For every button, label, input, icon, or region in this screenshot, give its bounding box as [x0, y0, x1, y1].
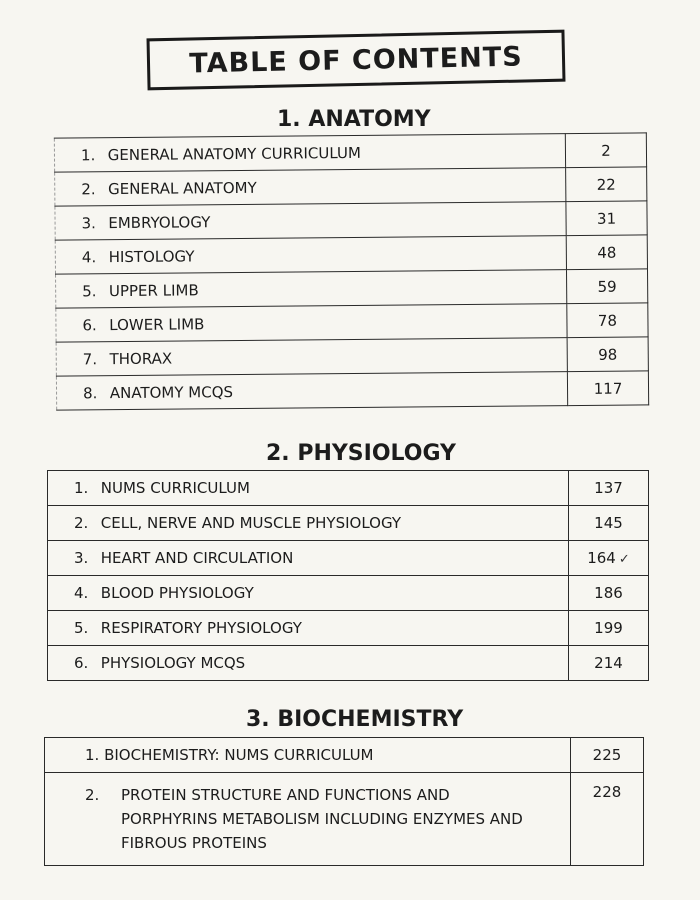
item-label: THORAX	[109, 349, 173, 368]
toc-table-physiology	[47, 470, 649, 681]
section-heading-anatomy: 1. ANATOMY	[277, 107, 431, 132]
item-label: GENERAL ANATOMY CURRICULUM	[107, 143, 361, 164]
item-number: 3.	[74, 549, 89, 567]
item-number: 3.	[81, 213, 96, 232]
toc-table-anatomy	[54, 132, 649, 410]
item-label-line: PORPHYRINS METABOLISM INCLUDING ENZYMES AND	[121, 810, 523, 828]
page-number: 78	[567, 303, 648, 338]
item-number: 5.	[74, 619, 89, 637]
item-number: 2.	[85, 786, 100, 804]
item-label: HEART AND CIRCULATION	[100, 549, 294, 567]
table-row	[48, 506, 649, 541]
page-number	[569, 541, 649, 576]
item-label: RESPIRATORY PHYSIOLOGY	[100, 619, 302, 637]
section-heading-biochemistry: 3. BIOCHEMISTRY	[246, 707, 464, 732]
item-number: 6.	[82, 315, 97, 334]
page-number: 22	[566, 167, 647, 202]
item-label: BLOOD PHYSIOLOGY	[100, 584, 254, 602]
table-row	[56, 269, 648, 308]
item-label: LOWER LIMB	[109, 314, 205, 334]
item-label	[121, 783, 523, 855]
page-number: 145	[569, 506, 649, 541]
table-row	[45, 738, 644, 773]
page-number: 59	[566, 269, 647, 304]
item-label: NUMS CURRICULUM	[100, 479, 250, 497]
item-label: EMBRYOLOGY	[108, 212, 211, 232]
page-number: 31	[566, 201, 647, 236]
title-box	[147, 30, 566, 91]
toc-table-biochemistry	[44, 737, 644, 866]
table-row	[48, 576, 649, 611]
table-row	[48, 471, 649, 506]
item-number: 1.	[85, 746, 100, 764]
item-label: GENERAL ANATOMY	[107, 178, 257, 198]
page-number: 199	[569, 611, 649, 646]
item-number: 1.	[80, 145, 96, 164]
item-number: 4.	[74, 584, 89, 602]
item-label-line: FIBROUS PROTEINS	[121, 834, 267, 852]
table-row	[55, 167, 647, 206]
table-row	[55, 201, 647, 240]
item-label: PHYSIOLOGY MCQS	[100, 654, 246, 672]
item-label-line: PROTEIN STRUCTURE AND FUNCTIONS AND	[121, 786, 450, 804]
page-number: 214	[569, 646, 649, 681]
item-label: UPPER LIMB	[108, 280, 199, 300]
page-number: 186	[569, 576, 649, 611]
page-number-value: 164	[587, 549, 616, 567]
page-number: 117	[567, 371, 648, 406]
table-row	[48, 646, 649, 681]
item-label: BIOCHEMISTRY: NUMS CURRICULUM	[104, 746, 374, 764]
page-number: 48	[566, 235, 647, 270]
item-number: 7.	[82, 349, 98, 368]
page-title: TABLE OF CONTENTS	[189, 41, 523, 79]
table-row	[45, 773, 644, 866]
item-number: 8.	[82, 383, 98, 402]
page-number: 2	[565, 133, 646, 168]
page-number: 98	[567, 337, 648, 372]
item-label: ANATOMY MCQS	[109, 382, 234, 402]
item-number: 2.	[81, 179, 96, 198]
table-row	[48, 541, 649, 576]
item-number: 4.	[81, 247, 97, 266]
check-mark-icon: ✓	[618, 552, 630, 567]
table-row	[48, 611, 649, 646]
item-number: 5.	[82, 281, 97, 300]
table-row	[56, 303, 648, 342]
item-number: 6.	[74, 654, 89, 672]
page-number: 137	[569, 471, 649, 506]
page-number: 228	[571, 773, 644, 866]
table-row	[56, 337, 648, 376]
table-row	[56, 371, 648, 410]
item-label: HISTOLOGY	[108, 246, 195, 266]
item-number: 1.	[74, 479, 89, 497]
page-number: 225	[571, 738, 644, 773]
table-row	[55, 235, 647, 274]
item-label: CELL, NERVE AND MUSCLE PHYSIOLOGY	[100, 514, 402, 532]
table-row	[54, 133, 646, 172]
section-heading-physiology: 2. PHYSIOLOGY	[266, 441, 456, 466]
item-number: 2.	[74, 514, 89, 532]
